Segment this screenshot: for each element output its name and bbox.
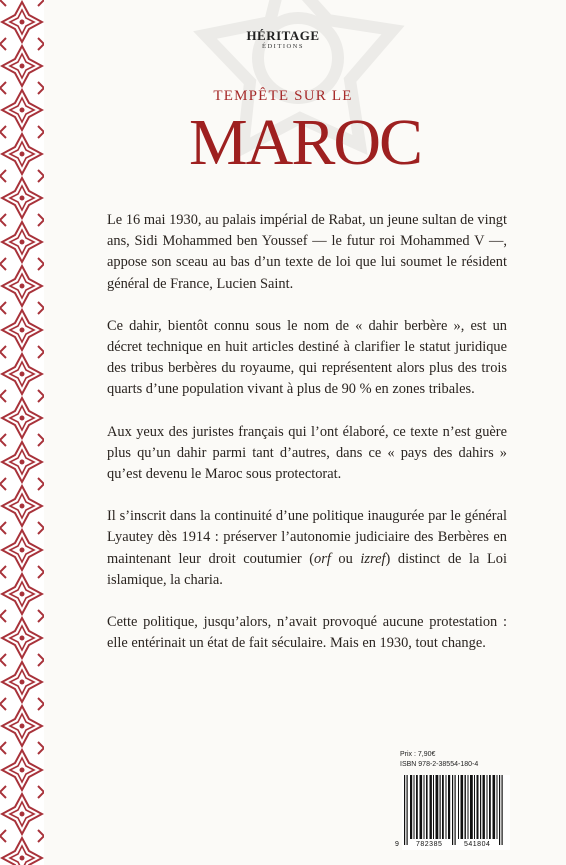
book-subtitle: TEMPÊTE SUR LE xyxy=(213,88,353,104)
paragraph-4: Il s’inscrit dans la continuité d’une politique inaugurée par le général Lyautey dès 1914 : préserver l’autonomie judiciaire des Berbères en maintenant leur droit coutumier (orf ou izref) distinct de la Loi islamique, la charia. xyxy=(107,508,507,588)
barcode-right-digits: 541804 xyxy=(464,841,491,848)
back-cover-text xyxy=(107,210,507,675)
publisher-name: HÉRITAGE xyxy=(246,28,320,43)
price: Prix : 7,90€ xyxy=(400,751,436,758)
barcode-left-digits: 782385 xyxy=(416,841,443,848)
isbn: ISBN 978-2-38554-180-4 xyxy=(400,761,479,768)
paragraph-5: Cette politique, jusqu’alors, n’avait provoqué aucune protestation : elle entérinait un état de fait séculaire. Mais en 1930, tout change. xyxy=(107,614,507,652)
barcode xyxy=(402,775,510,850)
decorative-border xyxy=(0,0,44,865)
paragraph-3: Aux yeux des juristes français qui l’ont élaboré, ce texte n’est guère plus qu’un dahir parmi tant d’autres, dans ce « pays des dahirs » qu’est devenu le Maroc sous protectorat. xyxy=(107,423,507,483)
paragraph-1: Le 16 mai 1930, au palais impérial de Rabat, un jeune sultan de vingt ans, Sidi Mohammed ben Youssef — le futur roi Mohammed V —, appose son sceau au bas d’un texte de loi que lui soumet le résident général de France, Lucien Saint. xyxy=(107,212,507,292)
paragraph-2: Ce dahir, bientôt connu sous le nom de « dahir berbère », est un décret technique en huit articles destiné à clarifier le statut juridique des tribus berbères du royaume, qui représentent alors plus des trois quarts d’une population vivant à plus de 90 % en zones tribales. xyxy=(107,317,507,398)
price-block xyxy=(400,750,478,770)
publisher-sub: ÉDITIONS xyxy=(262,43,304,50)
barcode-first-digit: 9 xyxy=(395,841,399,848)
book-title: MAROC xyxy=(188,106,422,179)
